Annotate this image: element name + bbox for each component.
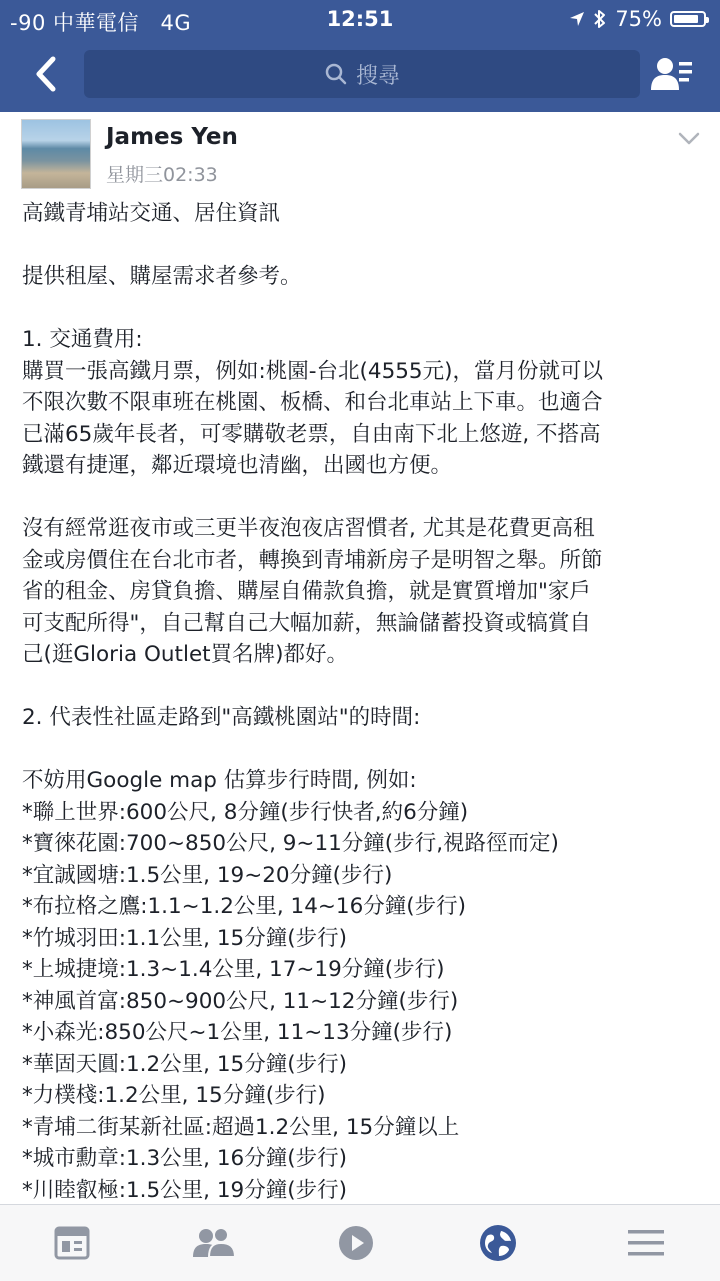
chevron-left-icon xyxy=(34,56,58,92)
post-text-line: *宜誠國塘:1.5公里, 19~20分鐘(步行) xyxy=(22,862,393,888)
search-placeholder: 搜尋 xyxy=(355,63,400,89)
post-text-line: *城市勳章:1.3公里, 16分鐘(步行) xyxy=(22,1146,347,1171)
tab-notifications[interactable] xyxy=(438,1205,558,1281)
clock: 12:51 xyxy=(326,7,394,31)
post-text-line: *聯上世界:600公尺, 8分鐘(步行快者,約6分鐘) xyxy=(22,799,469,825)
post-text-line: *寶徠花園:700~850公尺, 9~11分鐘(步行,視路徑而定) xyxy=(22,831,559,856)
post-text-line: *布拉格之鷹:1.1~1.2公里, 14~16分鐘(步行) xyxy=(22,894,467,919)
post-blank-line xyxy=(22,734,702,766)
tab-video[interactable] xyxy=(296,1205,416,1281)
author-name[interactable]: James Yen xyxy=(106,124,238,150)
post-text-line: 高鐵青埔站交通、居住資訊 xyxy=(22,201,281,226)
chevron-down-icon xyxy=(678,132,700,146)
post-text-line: 沒有經常逛夜市或三更半夜泡夜店習慣者, 尤其是花費更高租 xyxy=(22,516,595,541)
bluetooth-icon xyxy=(593,9,607,29)
post-text-line: *川睦叡極:1.5公里, 19分鐘(步行) xyxy=(22,1177,347,1203)
post-text-line: 金或房價住在台北市者，轉換到青埔新房子是明智之舉。所節 xyxy=(22,547,603,573)
post-text-line: *神風首富:850~900公尺, 11~12分鐘(步行) xyxy=(22,988,459,1014)
post-text-line: 鐵還有捷運，鄰近環境也清幽，出國也方便。 xyxy=(22,453,453,478)
bottom-tab-bar xyxy=(0,1204,720,1281)
post-text-line: *力樸棧:1.2公里, 15分鐘(步行) xyxy=(22,1083,326,1108)
post-text-line: 1. 交通費用: xyxy=(22,327,143,352)
status-right xyxy=(569,7,706,31)
post-header xyxy=(0,112,720,194)
author-avatar[interactable] xyxy=(21,119,91,189)
post-text-line: *青埔二街某新社區:超過1.2公里, 15分鐘以上 xyxy=(22,1114,460,1140)
post-text-line: *華固天圓:1.2公里, 15分鐘(步行) xyxy=(22,1051,347,1077)
friends-icon xyxy=(193,1227,235,1259)
network-type: 4G xyxy=(160,11,192,35)
post-text-line: 不妨用Google map 估算步行時間, 例如: xyxy=(22,768,417,793)
post-text-line: 不限次數不限車班在桃園、板橋、和台北車站上下車。也適合 xyxy=(22,390,603,415)
back-button[interactable] xyxy=(22,50,70,98)
friend-requests-icon xyxy=(651,56,693,92)
battery-percent: 75% xyxy=(615,7,662,31)
post-blank-line xyxy=(22,482,702,514)
friend-requests-button[interactable] xyxy=(648,50,696,98)
post-text-line: 2. 代表性社區走路到"高鐵桃園站"的時間: xyxy=(22,705,421,730)
post-text-line: *小森光:850公尺~1公里, 11~13分鐘(步行) xyxy=(22,1020,453,1045)
tab-news-feed[interactable] xyxy=(12,1205,132,1281)
video-play-icon xyxy=(338,1225,374,1261)
news-feed-icon xyxy=(54,1226,90,1260)
post-blank-line xyxy=(22,671,702,703)
tab-friends[interactable] xyxy=(154,1205,274,1281)
post-blank-line xyxy=(22,293,702,325)
battery-icon xyxy=(670,11,706,27)
post-text-line: 提供租屋、購屋需求者參考。 xyxy=(22,264,302,289)
post-text-line: 購買一張高鐵月票，例如:桃園-台北(4555元)，當月份就可以 xyxy=(22,358,603,384)
post-text-line: 己(逛Gloria Outlet買名牌)都好。 xyxy=(22,642,348,667)
post-timestamp[interactable]: 星期三02:33 xyxy=(106,164,218,186)
post-blank-line xyxy=(22,230,702,262)
search-icon xyxy=(324,62,348,86)
carrier-name: -90 中華電信 xyxy=(10,11,139,35)
post-text xyxy=(22,198,702,1206)
post-text-line: *竹城羽田:1.1公里, 15分鐘(步行) xyxy=(22,925,347,951)
menu-icon xyxy=(628,1228,664,1258)
tab-menu[interactable] xyxy=(586,1205,706,1281)
post-text-line: *上城捷境:1.3~1.4公里, 17~19分鐘(步行) xyxy=(22,957,445,982)
top-bar xyxy=(0,0,720,112)
globe-notifications-icon xyxy=(479,1224,517,1262)
post-text-line: 省的租金、房貸負擔、購屋自備款負擔，就是實質增加"家戶 xyxy=(22,579,591,604)
location-arrow-icon xyxy=(569,11,585,27)
post-text-line: 可支配所得"，自己幫自己大幅加薪，無論儲蓄投資或犒賞自 xyxy=(22,610,591,636)
post-text-line: 已滿65歲年長者，可零購敬老票，自由南下北上悠遊, 不搭高 xyxy=(22,421,601,447)
search-input[interactable] xyxy=(84,50,640,98)
status-bar xyxy=(0,0,720,38)
post-options-button[interactable] xyxy=(672,122,706,156)
